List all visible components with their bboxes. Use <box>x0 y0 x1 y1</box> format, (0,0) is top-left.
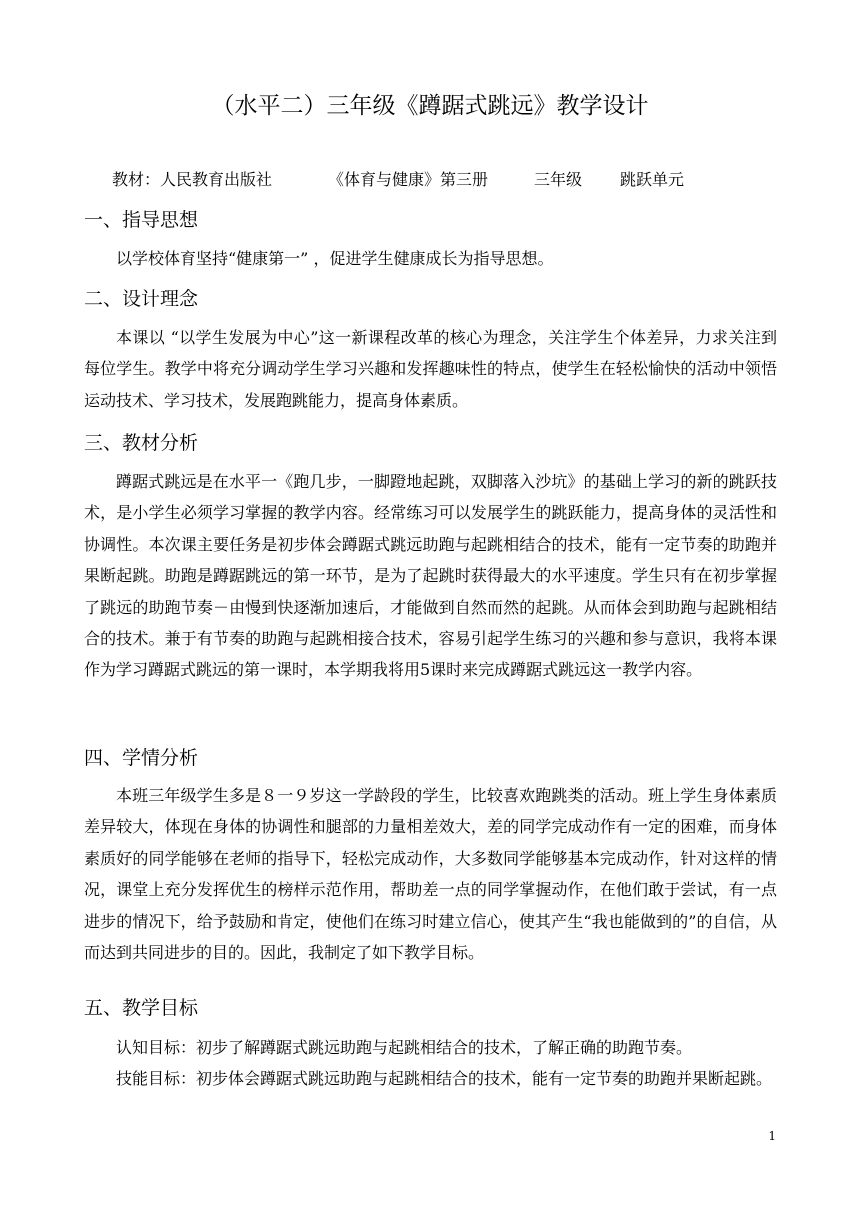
section-paragraph: 认知目标：初步了解蹲踞式跳远助跑与起跳相结合的技术，了解正确的助跑节奏。 <box>116 1038 693 1057</box>
section-paragraph: 本班三年级学生多是８一９岁这一学龄段的学生，比较喜欢跑跳类的活动。班上学生身体素质差异较大，体现在身体的协调性和腿部的力量相差效大，差的同学完成动作有一定的困难，而身体素质好的同学能够在老师的指导下，轻松完成动作，大多数同学能够基本完成动作，针对这样的情况，课堂上充分发挥优生的榜样示范作用，帮助差一点的同学掌握动作，在他们敢于尝试，有一点进步的情况下，给予鼓励和肯定，使他们在练习时建立信心，使其产生“我也能做到的”的自信，从而达到共同进步的目的。因此，我制定了如下教学目标。 <box>84 786 777 963</box>
grade-text: 三年级 <box>534 170 583 189</box>
book-title-text: 《体育与健康》第三册 <box>328 170 489 189</box>
section-paragraph: 蹲踞式跳远是在水平一《跑几步，一脚蹬地起跳，双脚落入沙坑》的基础上学习的新的跳跃技术，是小学生必须学习掌握的教学内容。经常练习可以发展学生的跳跃能力，提高身体的灵活性和协调性。本次课主要任务是初步体会蹲踞式跳远助跑与起跳相结合的技术，能有一定节奏的助跑并果断起跳。助跑是蹲踞跳远的第一环节，是为了起跳时获得最大的水平速度。学生只有在初步掌握了跳远的助跑节奏－由慢到快逐渐加速后，才能做到自然而然的起跳。从而体会到助跑与起跳相结合的技术。兼于有节奏的助跑与起跳相接合技术，容易引起学生练习的兴趣和参与意识，我将本课作为学习蹲踞式跳远的第一课时，本学期我将用5课时来完成蹲踞式跳远这一教学内容。 <box>84 472 777 680</box>
section-paragraph: 本课以 “以学生发展为中心”这一新课程改革的核心为理念，关注学生个体差异，力求关注到每位学生。教学中将充分调动学生学习兴趣和发挥趣味性的特点，使学生在轻松愉快的活动中领悟运动技术、学习技术，发展跑跳能力，提高身体素质。 <box>84 328 777 410</box>
section-heading-design-concept: 二、设计理念 <box>84 288 199 310</box>
textbook-source-line <box>112 168 684 192</box>
section-heading-material-analysis: 三、教材分析 <box>84 432 199 454</box>
publisher-text: 教材：人民教育出版社 <box>112 170 273 189</box>
section-paragraph: 以学校体育坚持“健康第一” ，促进学生健康成长为指导思想。 <box>116 249 554 268</box>
section-heading-guiding-thought: 一、指导思想 <box>84 209 199 231</box>
page-number: 1 <box>768 1129 776 1143</box>
section-heading-student-analysis: 四、学情分析 <box>84 747 199 769</box>
document-title: （水平二）三年级《蹲踞式跳远》教学设计 <box>211 93 649 119</box>
section-paragraph: 技能目标：初步体会蹲踞式跳远助跑与起跳相结合的技术，能有一定节奏的助跑并果断起跳。 <box>116 1069 773 1088</box>
section-heading-teaching-objectives: 五、教学目标 <box>84 997 199 1019</box>
unit-text: 跳跃单元 <box>620 170 685 189</box>
